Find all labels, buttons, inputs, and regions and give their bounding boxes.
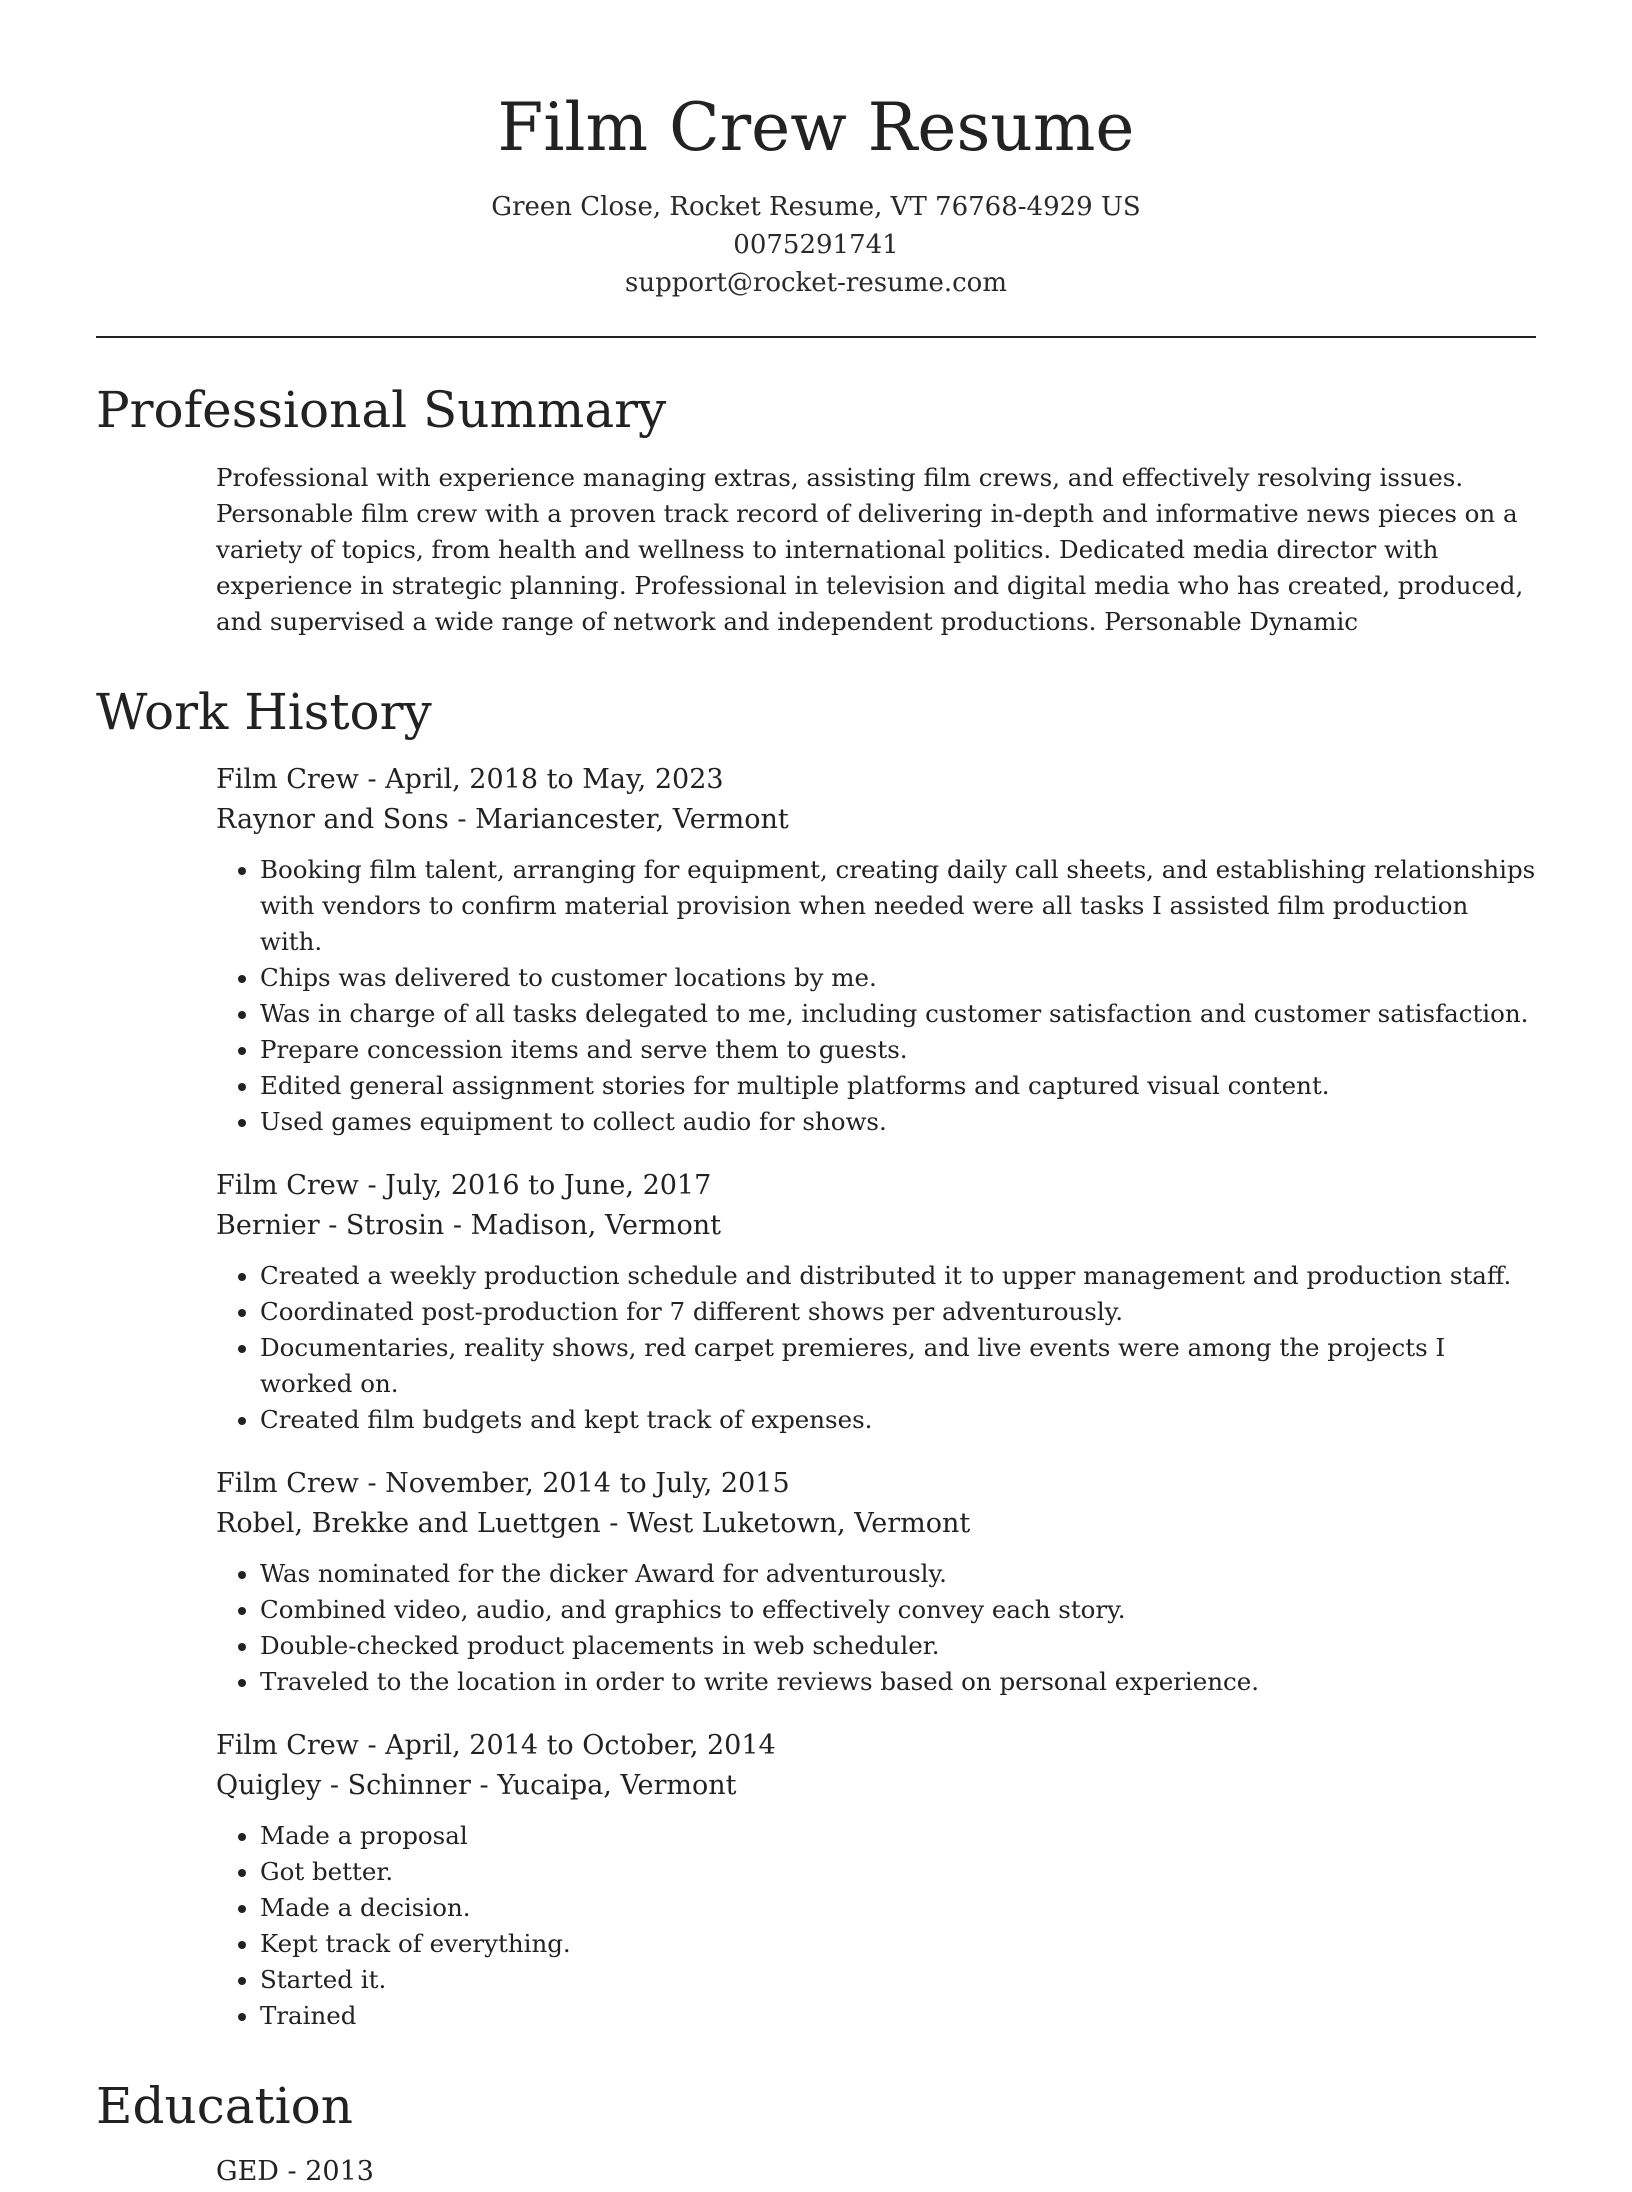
summary-heading: Professional Summary: [96, 381, 667, 439]
job-location: Mariancester, Vermont: [475, 804, 789, 835]
job-bullets: [216, 1258, 1536, 1438]
work-history-section: [96, 760, 1536, 2034]
education-degree: GED: [216, 2156, 279, 2187]
summary-section: [96, 460, 1536, 640]
job-company-line: [216, 1206, 1536, 1246]
separator: -: [470, 1770, 498, 1801]
job-entry: [216, 760, 1536, 1140]
list-item: • Prepare concession items and serve them to guests.: [260, 1032, 1536, 1068]
job-dates: April, 2014 to October, 2014: [385, 1730, 776, 1761]
separator: -: [358, 1730, 386, 1761]
job-role: Film Crew: [216, 764, 359, 795]
job-company-line: [216, 1766, 1536, 1806]
list-item: • Trained: [260, 1998, 1536, 2034]
job-company-line: [216, 800, 1536, 840]
resume-title: Film Crew Resume: [497, 89, 1135, 166]
resume-header: [96, 0, 1536, 302]
list-item: • Traveled to the location in order to write reviews based on personal experience.: [260, 1664, 1536, 1700]
separator: -: [358, 764, 386, 795]
job-location: Yucaipa, Vermont: [497, 1770, 737, 1801]
separator: -: [358, 1468, 386, 1499]
separator: -: [444, 1210, 471, 1241]
separator: -: [358, 1170, 386, 1201]
header-divider: [96, 336, 1536, 338]
list-item: • Got better.: [260, 1854, 1536, 1890]
job-company: Robel, Brekke and Luettgen: [216, 1508, 601, 1539]
education-entry: [216, 2152, 1536, 2192]
list-item: • Created film budgets and kept track of expenses.: [260, 1402, 1536, 1438]
list-item: • Chips was delivered to customer locations by me.: [260, 960, 1536, 996]
job-location: Madison, Vermont: [470, 1210, 721, 1241]
separator: -: [600, 1508, 627, 1539]
education-heading: Education: [96, 2077, 353, 2135]
work-history-heading: Work History: [96, 683, 432, 741]
education-section: [96, 2152, 1536, 2192]
list-item: • Edited general assignment stories for multiple platforms and captured visual content.: [260, 1068, 1536, 1104]
list-item: • Kept track of everything.: [260, 1926, 1536, 1962]
job-role: Film Crew: [216, 1468, 359, 1499]
list-item: • Documentaries, reality shows, red carpet premieres, and live events were among the projects I worked on.: [260, 1330, 1536, 1402]
job-company: Raynor and Sons: [216, 804, 449, 835]
list-item: • Started it.: [260, 1962, 1536, 1998]
summary-text: Professional with experience managing extras, assisting film crews, and effectively resolving issues. Personable film crew with a proven track record of delivering in-depth and informative news pieces on a variety of topics, from health and wellness to international politics. Dedicated media director with experience in strategic planning. Professional in television and digital media who has created, produced, and supervised a wide range of network and independent productions. Personable Dynamic: [216, 463, 1524, 636]
separator: -: [448, 804, 476, 835]
list-item: • Was in charge of all tasks delegated to me, including customer satisfaction and customer satisfaction.: [260, 996, 1536, 1032]
job-dates: April, 2018 to May, 2023: [385, 764, 724, 795]
list-item: • Double-checked product placements in web scheduler.: [260, 1628, 1536, 1664]
job-dates: November, 2014 to July, 2015: [385, 1468, 790, 1499]
list-item: • Coordinated post-production for 7 different shows per adventurously.: [260, 1294, 1536, 1330]
list-item: • Made a proposal: [260, 1818, 1536, 1854]
job-role: Film Crew: [216, 1170, 359, 1201]
job-bullets: [216, 1818, 1536, 2034]
list-item: • Used games equipment to collect audio for shows.: [260, 1104, 1536, 1140]
contact-address: Green Close, Rocket Resume, VT 76768-4929 US: [491, 192, 1141, 222]
education-year: 2013: [305, 2156, 374, 2187]
job-title-line: [216, 1726, 1536, 1766]
list-item: • Was nominated for the dicker Award for adventurously.: [260, 1556, 1536, 1592]
list-item: • Combined video, audio, and graphics to effectively convey each story.: [260, 1592, 1536, 1628]
job-title-line: [216, 1166, 1536, 1206]
contact-email: support@rocket-resume.com: [624, 268, 1007, 298]
job-location: West Luketown, Vermont: [626, 1508, 971, 1539]
job-title-line: [216, 760, 1536, 800]
job-company: Quigley - Schinner: [216, 1770, 471, 1801]
list-item: • Booking film talent, arranging for equipment, creating daily call sheets, and establishing relationships with vendors to confirm material provision when needed were all tasks I assisted film production with.: [260, 852, 1536, 960]
separator: -: [278, 2156, 306, 2187]
list-item: • Created a weekly production schedule and distributed it to upper management and production staff.: [260, 1258, 1536, 1294]
job-role: Film Crew: [216, 1730, 359, 1761]
job-company: Bernier - Strosin: [216, 1210, 445, 1241]
job-entry: [216, 1166, 1536, 1438]
contact-info: [96, 188, 1536, 302]
list-item: • Made a decision.: [260, 1890, 1536, 1926]
job-company-line: [216, 1504, 1536, 1544]
job-dates: July, 2016 to June, 2017: [385, 1170, 712, 1201]
job-title-line: [216, 1464, 1536, 1504]
job-bullets: [216, 852, 1536, 1140]
job-entry: [216, 1726, 1536, 2034]
contact-phone: 0075291741: [733, 230, 899, 260]
job-bullets: [216, 1556, 1536, 1700]
job-entry: [216, 1464, 1536, 1700]
